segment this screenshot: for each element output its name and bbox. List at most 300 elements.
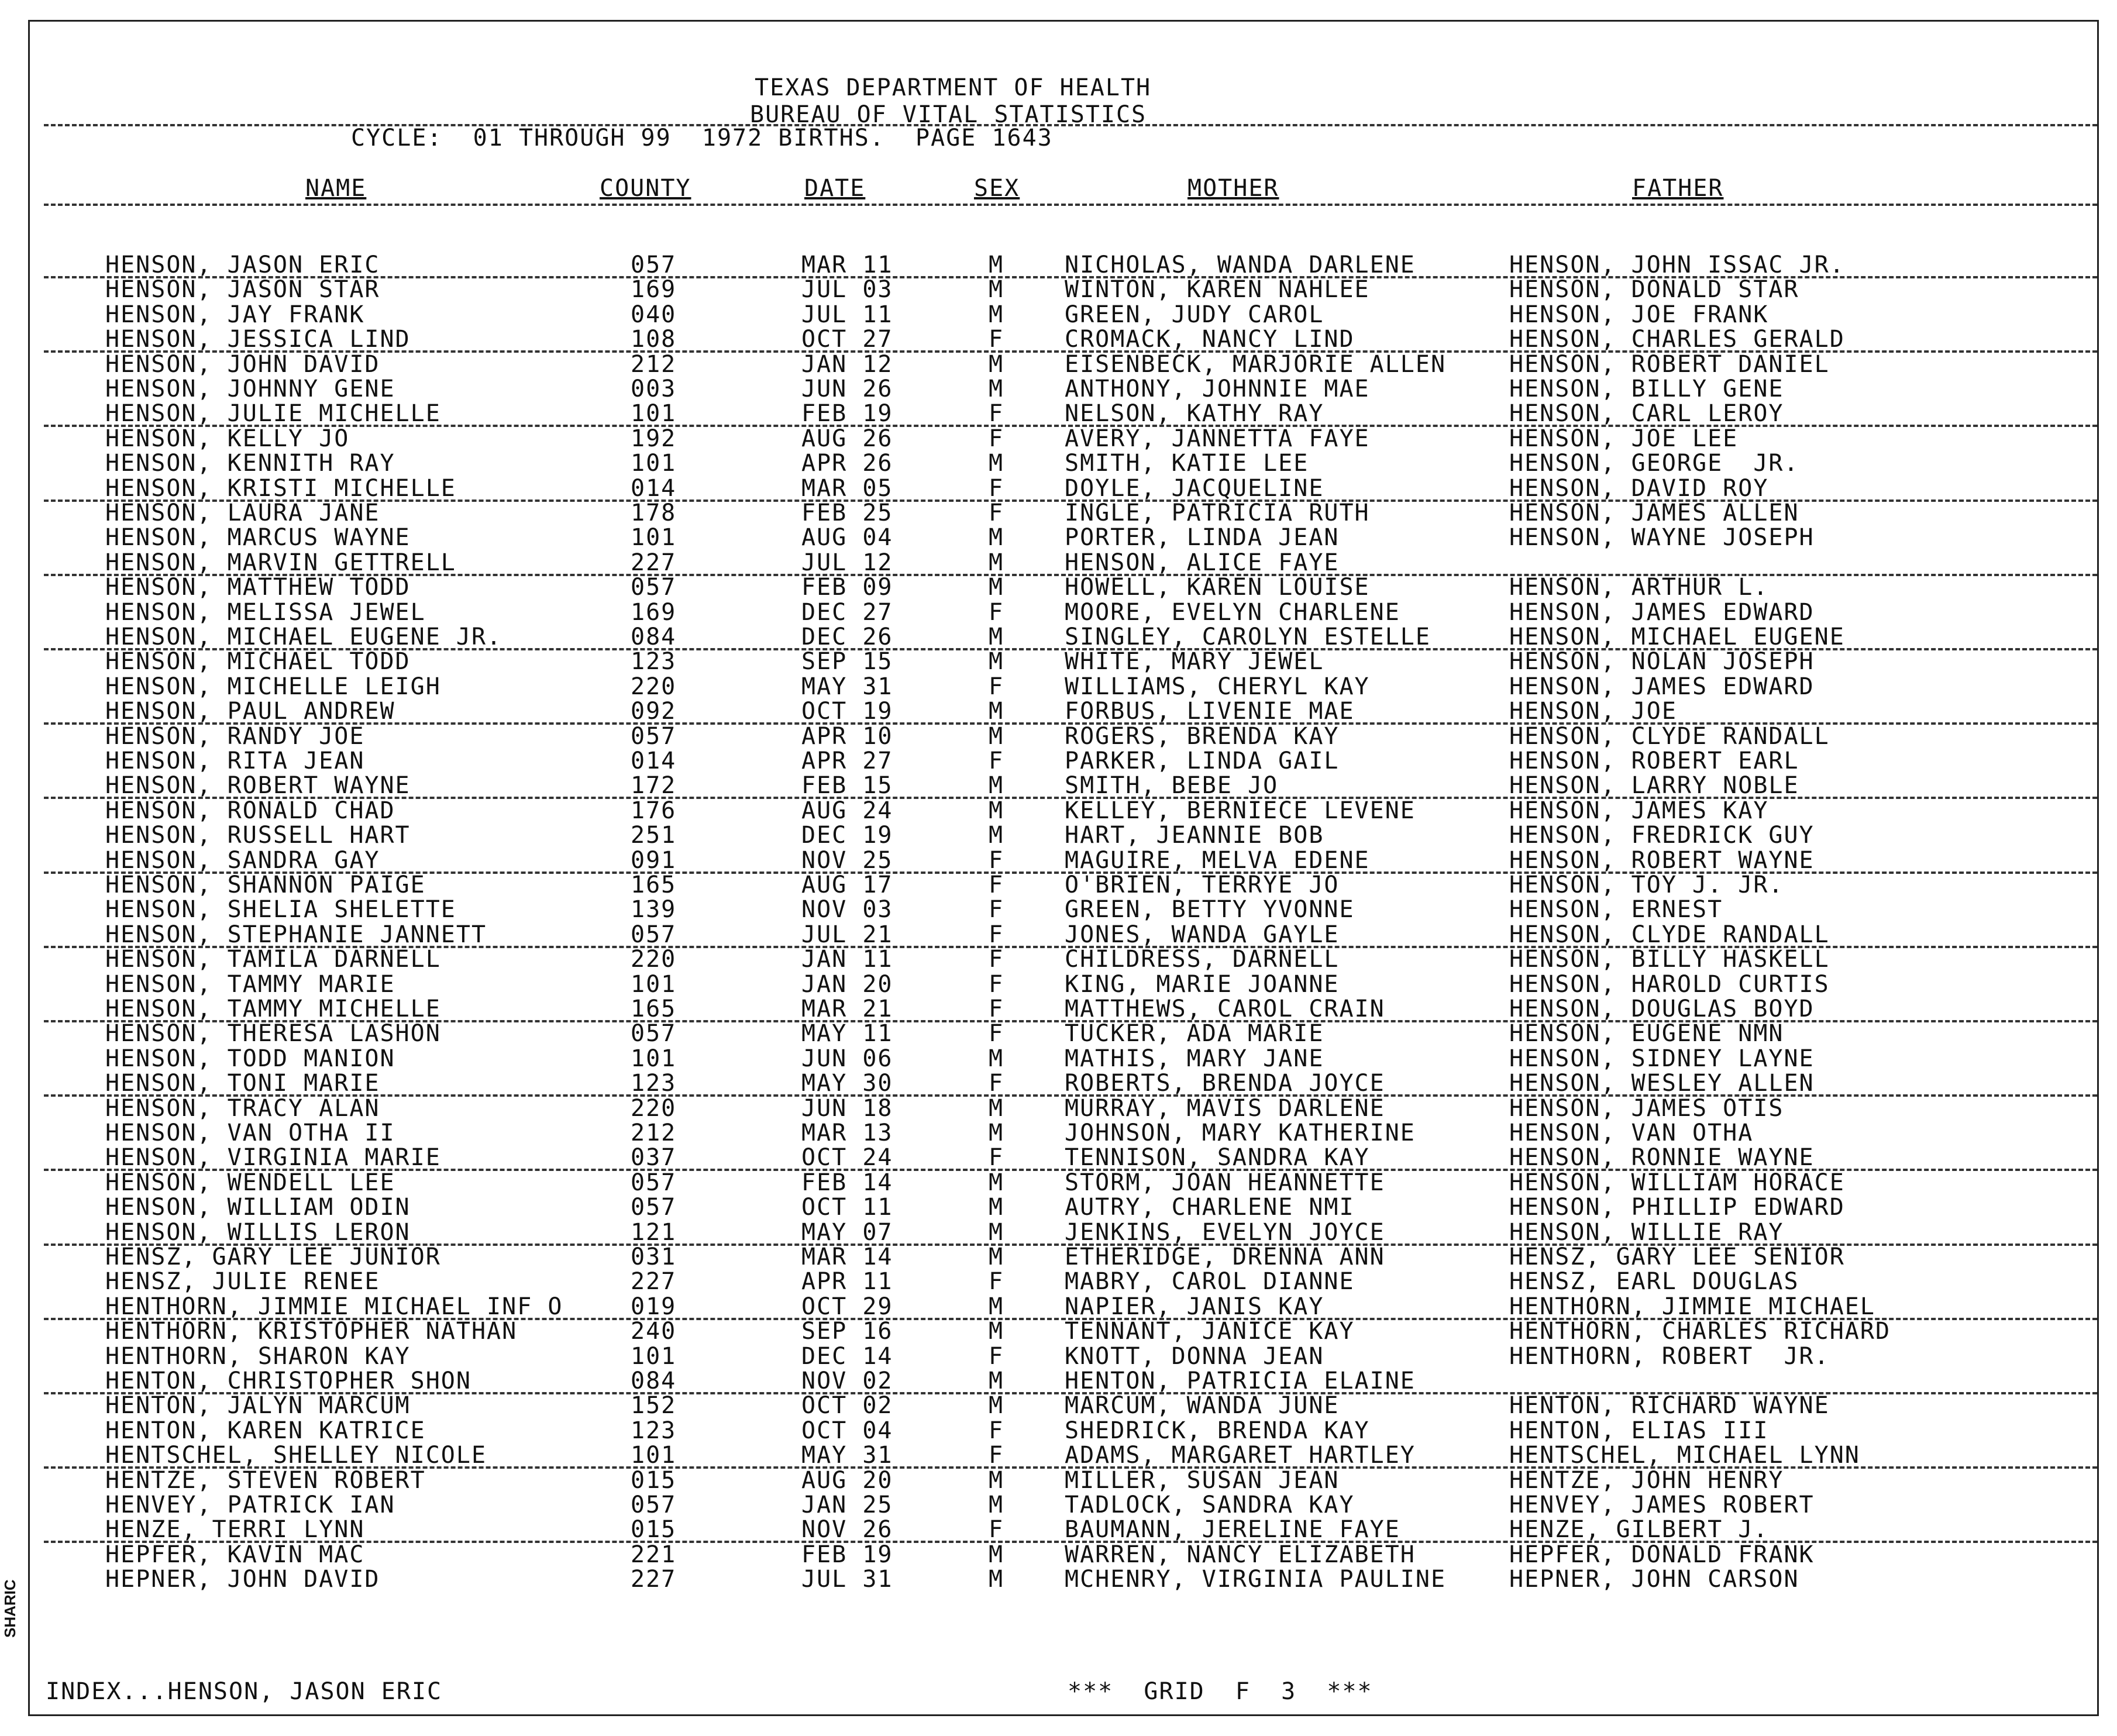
cell-sex: M [989,1368,1004,1394]
table-row [0,1096,2117,1121]
cell-name: HENSON, RONALD CHAD [105,797,395,824]
cell-name: HENSON, JESSICA LIND [105,326,411,353]
grid-footer: *** GRID F 3 *** [1068,1678,1373,1705]
table-row [0,1121,2117,1146]
cell-father: HENSON, LARRY NOBLE [1509,772,1799,800]
table-row [0,972,2117,997]
cell-name: HENSON, VAN OTHA II [105,1120,395,1146]
cell-sex: F [989,846,1004,874]
cell-father: HENSON, ARTHUR L. [1509,574,1769,601]
cell-father: HENSON, CHARLES GERALD [1509,326,1845,353]
cell-father: HENSON, JAMES KAY [1509,797,1769,824]
cell-name: HENSON, THERESA LASHON [105,1020,441,1048]
cell-county: 251 [631,822,677,849]
cell-name: HENSON, JULIE MICHELLE [105,400,441,428]
cell-mother: MATTHEWS, CAROL CRAIN [1065,996,1385,1022]
cell-sex: M [989,648,1004,676]
cell-county: 057 [631,574,677,601]
cell-county: 014 [631,474,677,502]
cell-sex: F [989,1268,1004,1296]
cell-date: SEP 15 [801,648,893,676]
cell-county: 015 [631,1516,677,1544]
table-row [0,1220,2117,1245]
cell-sex: M [989,350,1004,378]
cell-mother: MABRY, CAROL DIANNE [1065,1268,1355,1296]
cell-father: HENSON, JAMES EDWARD [1509,598,1815,626]
cell-name: HENSON, TODD MANION [105,1045,395,1072]
cell-county: 057 [631,1169,677,1196]
cell-mother: MOORE, EVELYN CHARLENE [1065,598,1400,626]
cell-date: FEB 14 [801,1169,893,1196]
cell-county: 092 [631,698,677,725]
cell-sex: F [989,996,1004,1022]
cell-sex: M [989,1218,1004,1246]
cell-sex: M [989,1120,1004,1146]
cell-father: HENSON, DAVID ROY [1509,474,1769,502]
cell-date: FEB 09 [801,574,893,601]
cell-county: 152 [631,1392,677,1420]
cell-father: HENSON, ROBERT EARL [1509,748,1799,774]
cell-sex: M [989,722,1004,750]
cell-father: HENSON, JOHN ISSAC JR. [1509,252,1845,278]
table-row [0,1170,2117,1196]
cell-sex: M [989,772,1004,800]
cell-name: HENSON, MATTHEW TODD [105,574,411,601]
cell-father: HENSON, CLYDE RANDALL [1509,921,1830,948]
cell-date: MAY 31 [801,1442,893,1469]
cell-date: JUL 03 [801,276,893,304]
cell-date: AUG 24 [801,797,893,824]
cell-name: HENSON, TRACY ALAN [105,1094,380,1122]
cell-sex: M [989,1466,1004,1494]
cell-date: DEC 26 [801,624,893,650]
cycle-line: CYCLE: 01 THROUGH 99 1972 BIRTHS. PAGE 1643 [351,125,1053,151]
cell-county: 169 [631,276,677,304]
table-row [0,798,2117,824]
cell-date: JUL 11 [801,301,893,328]
cell-name: HENTSCHEL, SHELLEY NICOLE [105,1442,487,1469]
cell-name: HENTON, CHRISTOPHER SHON [105,1368,471,1394]
cell-date: DEC 14 [801,1342,893,1370]
cell-mother: ANTHONY, JOHNNIE MAE [1065,376,1370,402]
cell-father: HENSON, BILLY GENE [1509,376,1784,402]
cell-sex: F [989,1144,1004,1172]
cell-mother: JENKINS, EVELYN JOYCE [1065,1218,1385,1246]
cell-county: 037 [631,1144,677,1172]
table-row [0,1071,2117,1096]
cell-county: 240 [631,1318,677,1345]
cell-sex: F [989,896,1004,924]
table-row [0,575,2117,600]
cell-date: NOV 26 [801,1516,893,1544]
cell-mother: BAUMANN, JERELINE FAYE [1065,1516,1400,1544]
cell-father: HENSON, WILLIAM HORACE [1509,1169,1845,1196]
cell-sex: M [989,624,1004,650]
cell-date: MAR 21 [801,996,893,1022]
table-row [0,1443,2117,1468]
table-row [0,1046,2117,1072]
cell-date: MAR 11 [801,252,893,278]
cell-sex: F [989,1342,1004,1370]
table-row [0,1369,2117,1394]
table-row [0,302,2117,328]
cell-name: HEPFER, KAVIN MAC [105,1541,365,1568]
cell-date: APR 26 [801,450,893,477]
table-row [0,1493,2117,1518]
cell-name: HENSON, SANDRA GAY [105,846,380,874]
cell-father: HENTSCHEL, MICHAEL LYNN [1509,1442,1860,1469]
cell-name: HENTHORN, SHARON KAY [105,1342,411,1370]
cell-mother: TADLOCK, SANDRA KAY [1065,1492,1355,1518]
cell-mother: KING, MARIE JOANNE [1065,970,1340,998]
cell-date: OCT 29 [801,1293,893,1320]
cell-father: HENSON, VAN OTHA [1509,1120,1754,1146]
cell-name: HENSON, MICHELLE LEIGH [105,673,441,700]
cell-county: 057 [631,1492,677,1518]
table-row [0,1269,2117,1294]
cell-name: HENSON, ROBERT WAYNE [105,772,411,800]
cell-mother: TENNISON, SANDRA KAY [1065,1144,1370,1172]
cell-father: HENSON, RONNIE WAYNE [1509,1144,1815,1172]
cell-county: 121 [631,1218,677,1246]
side-stamp: SHARIC [1,1579,19,1638]
cell-county: 101 [631,400,677,428]
table-row [0,327,2117,352]
cell-father: HENSON, JOE LEE [1509,425,1739,452]
table-row [0,1195,2117,1220]
cell-father: HENSON, CARL LEROY [1509,400,1784,428]
cell-name: HENSON, JOHNNY GENE [105,376,395,402]
cell-county: 227 [631,1566,677,1593]
table-row [0,1245,2117,1270]
cell-mother: MILLER, SUSAN JEAN [1065,1466,1340,1494]
cell-date: MAR 14 [801,1244,893,1270]
column-header-date: DATE [804,175,866,202]
cell-date: MAY 07 [801,1218,893,1246]
cell-mother: MURRAY, MAVIS DARLENE [1065,1094,1385,1122]
cell-father: HENSON, SIDNEY LAYNE [1509,1045,1815,1072]
cell-county: 057 [631,921,677,948]
cell-mother: NELSON, KATHY RAY [1065,400,1324,428]
cell-county: 101 [631,1342,677,1370]
cell-name: HENSON, TAMILA DARNELL [105,946,441,973]
cell-name: HENSON, MICHAEL TODD [105,648,411,676]
cell-date: AUG 04 [801,524,893,552]
cell-county: 165 [631,872,677,898]
cell-county: 019 [631,1293,677,1320]
table-row [0,897,2117,922]
table-row [0,1517,2117,1542]
table-row [0,451,2117,476]
cell-county: 227 [631,549,677,576]
table-row [0,1567,2117,1592]
cell-father: HENSON, JOE FRANK [1509,301,1769,328]
cell-mother: TENNANT, JANICE KAY [1065,1318,1355,1345]
table-row [0,625,2117,650]
cell-name: HENSON, WENDELL LEE [105,1169,395,1196]
table-row [0,1393,2117,1418]
cell-county: 057 [631,1194,677,1221]
cell-date: FEB 25 [801,500,893,526]
cell-date: OCT 24 [801,1144,893,1172]
table-row [0,724,2117,749]
cell-county: 040 [631,301,677,328]
cell-date: FEB 19 [801,400,893,428]
cell-father: HENSON, CLYDE RANDALL [1509,722,1830,750]
cell-name: HENSON, PAUL ANDREW [105,698,395,725]
cell-name: HENSON, MELISSA JEWEL [105,598,426,626]
cell-date: NOV 02 [801,1368,893,1394]
cell-father: HENSON, WAYNE JOSEPH [1509,524,1815,552]
cell-sex: M [989,1194,1004,1221]
cell-mother: DOYLE, JACQUELINE [1065,474,1324,502]
cell-county: 176 [631,797,677,824]
cell-county: 212 [631,1120,677,1146]
cell-father: HENSZ, GARY LEE SENIOR [1509,1244,1845,1270]
table-row [0,674,2117,700]
cell-sex: F [989,1442,1004,1469]
cell-date: NOV 25 [801,846,893,874]
cell-sex: M [989,797,1004,824]
cell-father: HENSON, DONALD STAR [1509,276,1799,304]
cell-county: 057 [631,252,677,278]
cell-sex: M [989,524,1004,552]
cell-mother: ADAMS, MARGARET HARTLEY [1065,1442,1416,1469]
cell-father: HEPFER, DONALD FRANK [1509,1541,1815,1568]
cell-father: HENSON, TOY J. JR. [1509,872,1784,898]
cell-county: 220 [631,1094,677,1122]
table-row [0,426,2117,452]
cell-father: HENSON, EUGENE NMN [1509,1020,1784,1048]
table-row [0,1418,2117,1444]
table-row [0,377,2117,402]
cell-mother: CROMACK, NANCY LIND [1065,326,1355,353]
table-row [0,749,2117,774]
cell-father: HENZE, GILBERT J. [1509,1516,1769,1544]
cell-name: HENSON, TAMMY MARIE [105,970,395,998]
table-row [0,1344,2117,1369]
cell-mother: CHILDRESS, DARNELL [1065,946,1340,973]
cell-sex: M [989,252,1004,278]
cell-sex: F [989,1020,1004,1048]
cell-date: APR 10 [801,722,893,750]
cell-date: AUG 20 [801,1466,893,1494]
cell-sex: F [989,1417,1004,1444]
cell-name: HEPNER, JOHN DAVID [105,1566,380,1593]
cell-mother: EISENBECK, MARJORIE ALLEN [1065,350,1447,378]
agency-title: TEXAS DEPARTMENT OF HEALTH [755,74,1152,101]
cell-date: AUG 17 [801,872,893,898]
cell-date: OCT 27 [801,326,893,353]
cell-mother: KELLEY, BERNIECE LEVENE [1065,797,1416,824]
cell-county: 101 [631,450,677,477]
cell-sex: F [989,1070,1004,1097]
cell-father: HENSON, FREDRICK GUY [1509,822,1815,849]
cell-mother: NICHOLAS, WANDA DARLENE [1065,252,1416,278]
cell-father: HENTON, ELIAS III [1509,1417,1769,1444]
cell-date: AUG 26 [801,425,893,452]
cell-name: HENSON, RANDY JOE [105,722,365,750]
cell-county: 220 [631,946,677,973]
cell-date: JUL 31 [801,1566,893,1593]
cell-mother: HENSON, ALICE FAYE [1065,549,1340,576]
cell-county: 108 [631,326,677,353]
cell-name: HENVEY, PATRICK IAN [105,1492,395,1518]
table-row [0,1021,2117,1046]
cell-mother: MAGUIRE, MELVA EDENE [1065,846,1370,874]
cell-mother: JOHNSON, MARY KATHERINE [1065,1120,1416,1146]
cell-sex: M [989,301,1004,328]
cell-date: MAY 11 [801,1020,893,1048]
cell-date: JUL 12 [801,549,893,576]
cell-county: 169 [631,598,677,626]
cell-mother: SINGLEY, CAROLYN ESTELLE [1065,624,1431,650]
cell-mother: MCHENRY, VIRGINIA PAULINE [1065,1566,1447,1593]
cell-mother: PORTER, LINDA JEAN [1065,524,1340,552]
cell-date: MAR 13 [801,1120,893,1146]
cell-county: 015 [631,1466,677,1494]
cell-mother: WARREN, NANCY ELIZABETH [1065,1541,1416,1568]
table-row [0,848,2117,873]
cell-name: HENSON, JASON STAR [105,276,380,304]
cell-sex: F [989,673,1004,700]
cell-date: DEC 27 [801,598,893,626]
cell-mother: SHEDRICK, BRENDA KAY [1065,1417,1370,1444]
cell-name: HENSON, KELLY JO [105,425,350,452]
cell-father: HENSON, NOLAN JOSEPH [1509,648,1815,676]
cell-mother: PARKER, LINDA GAIL [1065,748,1340,774]
table-row [0,947,2117,972]
cell-date: JAN 11 [801,946,893,973]
cell-mother: SMITH, BEBE JO [1065,772,1279,800]
column-header-county: COUNTY [600,175,691,202]
cell-county: 101 [631,1442,677,1469]
cell-father: HENSON, BILLY HASKELL [1509,946,1830,973]
cell-sex: F [989,872,1004,898]
cell-name: HENSON, TONI MARIE [105,1070,380,1097]
cell-mother: ROGERS, BRENDA KAY [1065,722,1340,750]
cell-father: HENTZE, JOHN HENRY [1509,1466,1784,1494]
cell-sex: F [989,946,1004,973]
cell-sex: F [989,598,1004,626]
cell-mother: MARCUM, WANDA JUNE [1065,1392,1340,1420]
cell-name: HENSON, MARCUS WAYNE [105,524,411,552]
cell-county: 123 [631,648,677,676]
cell-county: 178 [631,500,677,526]
cell-sex: M [989,376,1004,402]
cell-sex: M [989,574,1004,601]
table-row [0,550,2117,576]
cell-father: HENTON, RICHARD WAYNE [1509,1392,1830,1420]
cell-mother: HART, JEANNIE BOB [1065,822,1324,849]
cell-name: HENSZ, JULIE RENEE [105,1268,380,1296]
table-row [0,476,2117,501]
cell-sex: M [989,276,1004,304]
cell-name: HENSON, KRISTI MICHELLE [105,474,456,502]
table-row [0,501,2117,526]
cell-mother: MATHIS, MARY JANE [1065,1045,1324,1072]
table-row [0,352,2117,377]
cell-father: HENSON, MICHAEL EUGENE [1509,624,1845,650]
cell-name: HENSON, RITA JEAN [105,748,365,774]
cell-name: HENSON, WILLIS LERON [105,1218,411,1246]
cell-sex: M [989,1094,1004,1122]
cell-father: HENSON, ERNEST [1509,896,1723,924]
column-header-sex: SEX [974,175,1020,202]
cell-date: NOV 03 [801,896,893,924]
cell-sex: F [989,400,1004,428]
cell-sex: M [989,698,1004,725]
cell-mother: JONES, WANDA GAYLE [1065,921,1340,948]
cell-father: HENSON, GEORGE JR. [1509,450,1799,477]
cell-father: HENSON, ROBERT WAYNE [1509,846,1815,874]
cell-county: 003 [631,376,677,402]
cell-name: HENSON, WILLIAM ODIN [105,1194,411,1221]
table-row [0,649,2117,674]
cell-mother: AUTRY, CHARLENE NMI [1065,1194,1355,1221]
cell-mother: KNOTT, DONNA JEAN [1065,1342,1324,1370]
cell-mother: WILLIAMS, CHERYL KAY [1065,673,1370,700]
cell-name: HENSON, LAURA JANE [105,500,380,526]
cell-county: 101 [631,1045,677,1072]
cell-name: HENSON, TAMMY MICHELLE [105,996,441,1022]
cell-mother: SMITH, KATIE LEE [1065,450,1309,477]
cell-county: 101 [631,970,677,998]
table-row [0,525,2117,550]
cell-mother: STORM, JOAN HEANNETTE [1065,1169,1385,1196]
cell-sex: M [989,549,1004,576]
cell-mother: AVERY, JANNETTA FAYE [1065,425,1370,452]
cell-father: HENSZ, EARL DOUGLAS [1509,1268,1799,1296]
cell-sex: F [989,1516,1004,1544]
cell-county: 057 [631,1020,677,1048]
cell-father: HEPNER, JOHN CARSON [1509,1566,1799,1593]
cell-date: APR 11 [801,1268,893,1296]
cell-sex: F [989,474,1004,502]
cell-name: HENTHORN, KRISTOPHER NATHAN [105,1318,518,1345]
cell-name: HENSON, JASON ERIC [105,252,380,278]
cell-date: MAR 05 [801,474,893,502]
table-row [0,997,2117,1022]
cell-county: 084 [631,1368,677,1394]
cell-mother: WHITE, MARY JEWEL [1065,648,1324,676]
cell-date: FEB 15 [801,772,893,800]
cell-county: 165 [631,996,677,1022]
cell-county: 057 [631,722,677,750]
cell-date: OCT 04 [801,1417,893,1444]
cell-mother: INGLE, PATRICIA RUTH [1065,500,1370,526]
cell-name: HENSON, JAY FRANK [105,301,365,328]
cell-name: HENSON, VIRGINIA MARIE [105,1144,441,1172]
cell-county: 227 [631,1268,677,1296]
cell-mother: TUCKER, ADA MARIE [1065,1020,1324,1048]
cell-name: HENTON, KAREN KATRICE [105,1417,426,1444]
cell-name: HENSON, KENNITH RAY [105,450,395,477]
cell-mother: GREEN, JUDY CAROL [1065,301,1324,328]
cell-sex: M [989,1169,1004,1196]
bureau-title: BUREAU OF VITAL STATISTICS [750,101,1147,128]
cell-county: 123 [631,1417,677,1444]
cell-father: HENTHORN, JIMMIE MICHAEL [1509,1293,1875,1320]
cell-sex: M [989,1318,1004,1345]
cell-mother: WINTON, KAREN NAHLEE [1065,276,1370,304]
table-row [0,1542,2117,1568]
table-row [0,253,2117,278]
index-footer: INDEX...HENSON, JASON ERIC [46,1678,443,1705]
cell-name: HENSON, MARVIN GETTRELL [105,549,456,576]
cell-name: HENTON, JALYN MARCUM [105,1392,411,1420]
cell-name: HENSZ, GARY LEE JUNIOR [105,1244,441,1270]
